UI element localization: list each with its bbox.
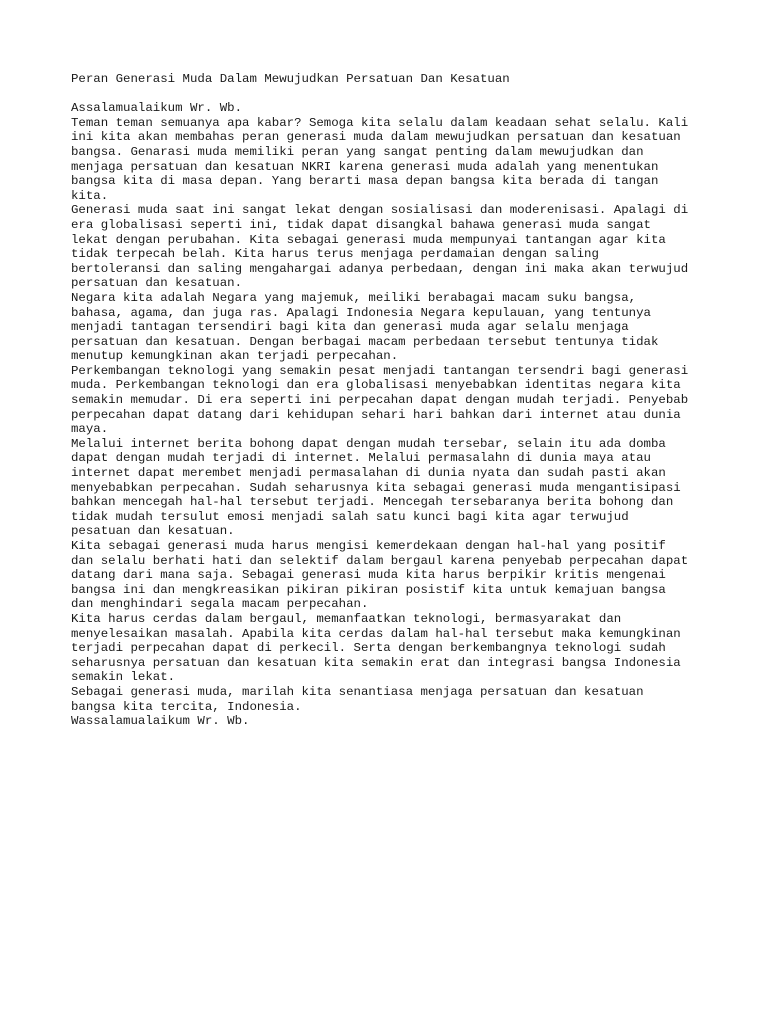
- text-line: Melalui internet berita bohong dapat dengan mudah tersebar, selain itu ada domba: [71, 436, 666, 451]
- text-line: pesatuan dan kesatuan.: [71, 524, 235, 539]
- text-line: tidak mudah tersulut emosi menjadi salah satu kunci bagi kita agar terwujud: [71, 509, 629, 524]
- text-line: bangsa kita di masa depan. Yang berarti masa depan bangsa kita berada di tangan: [71, 174, 659, 189]
- text-line: bahasa, agama, dan juga ras. Apalagi Indonesia Negara kepulauan, yang tentunya: [71, 305, 651, 320]
- text-line: dapat dengan mudah terjadi di internet. Melalui permasalahn di dunia maya atau: [71, 451, 651, 466]
- text-line: bangsa ini dan mengkreasikan pikiran pikiran posistif kita untuk kemajuan bangsa: [71, 582, 666, 597]
- text-line: persatuan dan kesatuan. Dengan berbagai macam perbedaan tersebut tentunya tidak: [71, 334, 659, 349]
- text-line: semakin memudar. Di era seperti ini perpecahan dapat dengan mudah terjadi. Penyebab: [71, 393, 689, 408]
- document-title: Peran Generasi Muda Dalam Mewujudkan Persatuan Dan Kesatuan: [71, 72, 510, 86]
- text-line: Sebagai generasi muda, marilah kita senantiasa menjaga persatuan dan kesatuan: [71, 684, 644, 699]
- text-line: tidak terpecah belah. Kita harus terus menjaga perdamaian dengan saling: [71, 247, 599, 262]
- text-line: Wassalamualaikum Wr. Wb.: [71, 714, 250, 729]
- text-line: bangsa. Genarasi muda memiliki peran yang sangat penting dalam mewujudkan dan: [71, 144, 644, 159]
- text-line: menjadi tantagan tersendiri bagi kita dan generasi muda agar selalu menjaga: [71, 320, 629, 335]
- text-line: internet dapat merembet menjadi permasalahan di dunia nyata dan sudah pasti akan: [71, 466, 666, 481]
- text-line: era globalisasi seperti ini, tidak dapat disangkal bahawa generasi muda sangat: [71, 217, 651, 232]
- text-line: Assalamualaikum Wr. Wb.: [71, 101, 243, 116]
- text-line: perpecahan dapat datang dari kehidupan sehari hari bahkan dari internet atau dunia: [71, 407, 681, 422]
- text-line: dan selalu berhati hati dan selektif dalam bergaul karena penyebab perpecahan dapat: [71, 553, 689, 568]
- text-line: Negara kita adalah Negara yang majemuk, meiliki berabagai macam suku bangsa,: [71, 290, 637, 305]
- blank-line: [71, 87, 711, 102]
- text-line: ini kita akan membahas peran generasi muda dalam mewujudkan persatuan dan kesatuan: [71, 130, 681, 145]
- text-line: lekat dengan perubahan. Kita sebagai generasi muda mempunyai tantangan agar kita: [71, 232, 666, 247]
- text-line: datang dari mana saja. Sebagai generasi muda kita harus berpikir kritis mengenai: [71, 568, 666, 583]
- document-text: [71, 101, 711, 729]
- text-line: muda. Perkembangan teknologi dan era globalisasi menyebabkan identitas negara kita: [71, 378, 681, 393]
- text-line: menyelesaikan masalah. Apabila kita cerdas dalam hal-hal tersebut maka kemungkinan: [71, 626, 681, 641]
- text-line: Generasi muda saat ini sangat lekat dengan sosialisasi dan moderenisasi. Apalagi di: [71, 203, 689, 218]
- text-line: Perkembangan teknologi yang semakin pesat menjadi tantangan tersendri bagi generasi: [71, 363, 689, 378]
- text-line: bertoleransi dan saling mengahargai adanya perbedaan, dengan ini maka akan terwujud: [71, 261, 689, 276]
- text-line: menutup kemungkinan akan terjadi perpecahan.: [71, 349, 399, 364]
- text-line: dan menghindari segala macam perpecahan.: [71, 597, 369, 612]
- text-line: terjadi perpecahan dapat di perkecil. Serta dengan berkembangnya teknologi sudah: [71, 641, 666, 656]
- text-line: seharusnya persatuan dan kesatuan kita semakin erat dan integrasi bangsa Indonesia: [71, 655, 681, 670]
- text-line: bahkan mencegah hal-hal tersebut terjadi. Mencegah tersebaranya berita bohong dan: [71, 495, 674, 510]
- document-body: [71, 72, 711, 729]
- text-line: maya.: [71, 422, 109, 437]
- text-line: kita.: [71, 188, 109, 203]
- text-line: Kita harus cerdas dalam bergaul, memanfaatkan teknologi, bermasyarakat dan: [71, 611, 622, 626]
- text-line: persatuan dan kesatuan.: [71, 276, 243, 291]
- text-line: menyebabkan perpecahan. Sudah seharusnya kita sebagai generasi muda mengantisipasi: [71, 480, 681, 495]
- text-line: Kita sebagai generasi muda harus mengisi kemerdekaan dengan hal-hal yang positif: [71, 539, 666, 553]
- text-line: Teman teman semuanya apa kabar? Semoga kita selalu dalam keadaan sehat selalu. Kali: [71, 115, 689, 130]
- text-line: bangsa kita tercita, Indonesia.: [71, 699, 302, 714]
- text-line: semakin lekat.: [71, 670, 176, 685]
- text-line: menjaga persatuan dan kesatuan NKRI karena generasi muda adalah yang menentukan: [71, 159, 659, 174]
